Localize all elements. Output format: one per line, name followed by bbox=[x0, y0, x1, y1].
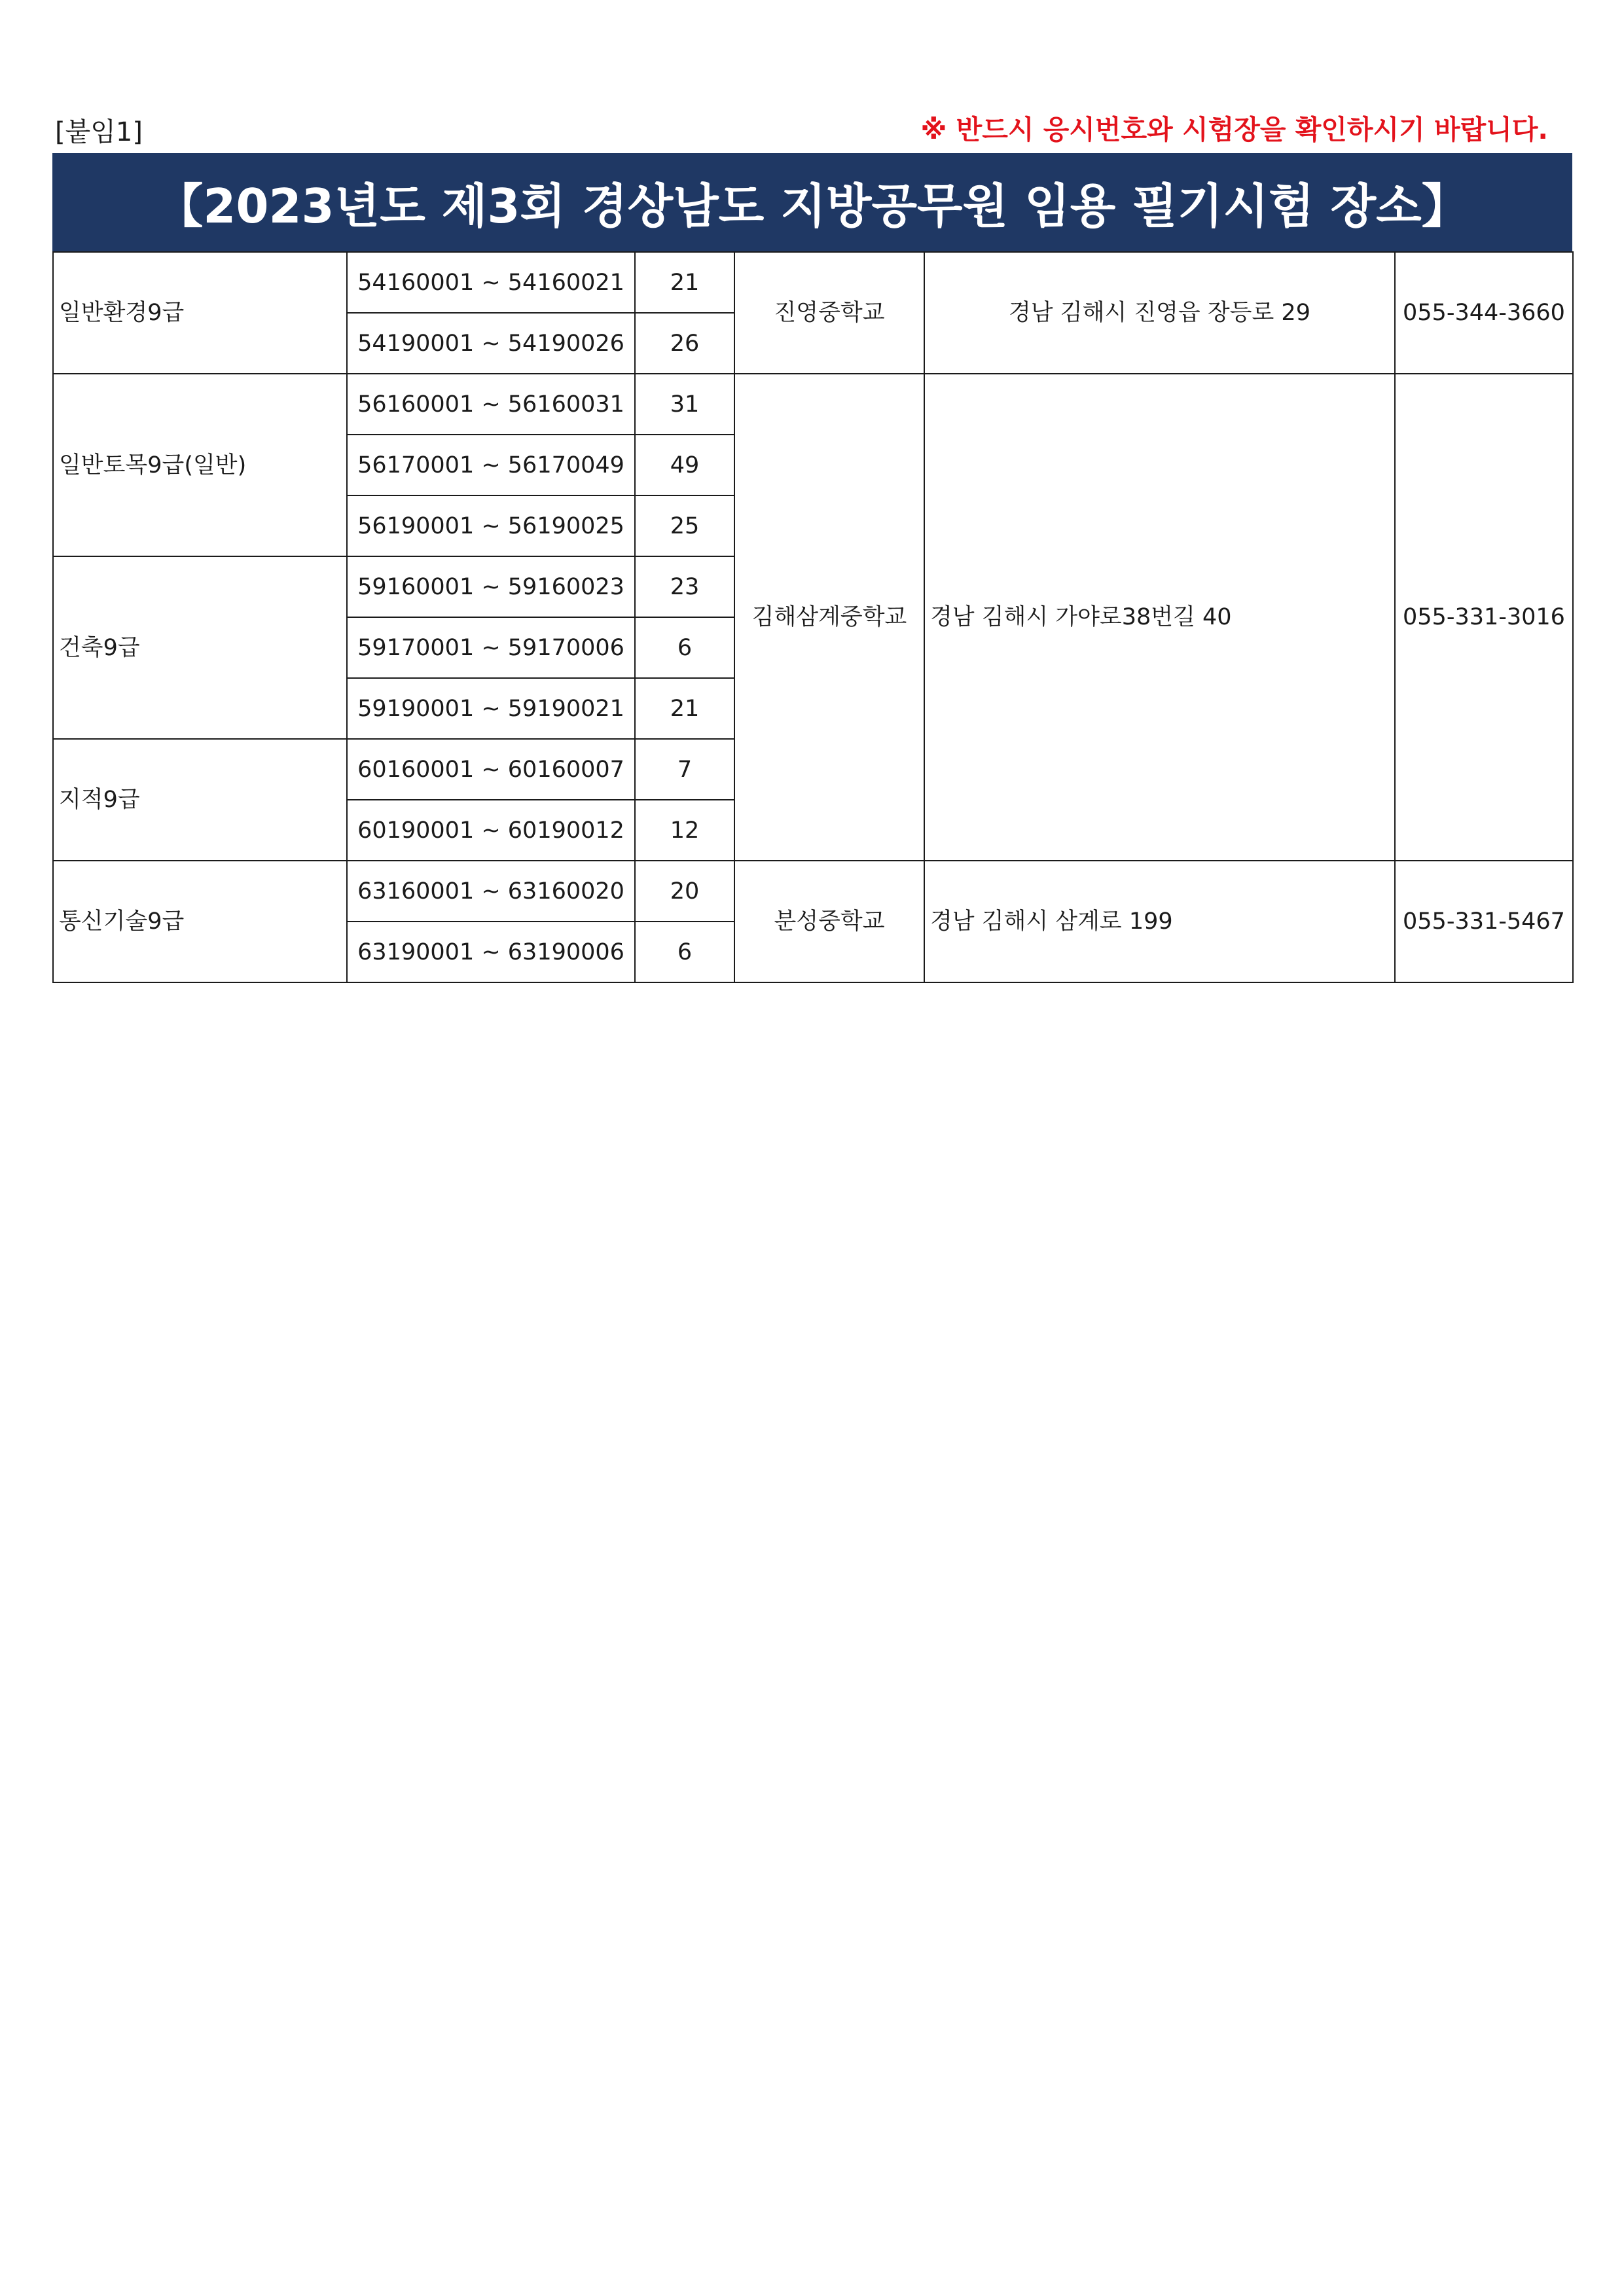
exam-number-range: 59170001 ~ 59170006 bbox=[347, 617, 635, 678]
attachment-label: [붙임1] bbox=[55, 117, 143, 147]
school-address: 경남 김해시 진영읍 장등로 29 bbox=[924, 252, 1395, 374]
applicant-count: 31 bbox=[635, 374, 734, 435]
applicant-count: 6 bbox=[635, 617, 734, 678]
category-cell: 일반토목9급(일반) bbox=[53, 374, 347, 556]
exam-number-range: 54190001 ~ 54190026 bbox=[347, 313, 635, 374]
exam-number-range: 60160001 ~ 60160007 bbox=[347, 739, 635, 800]
exam-number-range: 59160001 ~ 59160023 bbox=[347, 556, 635, 617]
applicant-count: 7 bbox=[635, 739, 734, 800]
school-address: 경남 김해시 가야로38번길 40 bbox=[924, 374, 1395, 861]
exam-number-range: 56170001 ~ 56170049 bbox=[347, 435, 635, 495]
exam-number-range: 59190001 ~ 59190021 bbox=[347, 678, 635, 739]
table-row bbox=[53, 374, 1573, 435]
applicant-count: 12 bbox=[635, 800, 734, 861]
venue-table bbox=[52, 251, 1574, 983]
exam-number-range: 56160001 ~ 56160031 bbox=[347, 374, 635, 435]
exam-number-range: 63160001 ~ 63160020 bbox=[347, 861, 635, 922]
exam-number-range: 63190001 ~ 63190006 bbox=[347, 922, 635, 982]
category-cell: 통신기술9급 bbox=[53, 861, 347, 982]
table-row bbox=[53, 861, 1573, 922]
school-address: 경남 김해시 삼계로 199 bbox=[924, 861, 1395, 982]
category-cell: 건축9급 bbox=[53, 556, 347, 739]
exam-number-range: 54160001 ~ 54160021 bbox=[347, 252, 635, 313]
category-cell: 일반환경9급 bbox=[53, 252, 347, 374]
table-row bbox=[53, 252, 1573, 313]
school-phone: 055-331-5467 bbox=[1395, 861, 1573, 982]
school-name: 김해삼계중학교 bbox=[734, 374, 924, 861]
notice-text: ※ 반드시 응시번호와 시험장을 확인하시기 바랍니다. bbox=[920, 114, 1548, 145]
applicant-count: 21 bbox=[635, 678, 734, 739]
exam-number-range: 56190001 ~ 56190025 bbox=[347, 495, 635, 556]
page-title: 【2023년도 제3회 경상남도 지방공무원 임용 필기시험 장소】 bbox=[52, 153, 1572, 251]
applicant-count: 26 bbox=[635, 313, 734, 374]
school-phone: 055-331-3016 bbox=[1395, 374, 1573, 861]
applicant-count: 21 bbox=[635, 252, 734, 313]
school-name: 분성중학교 bbox=[734, 861, 924, 982]
applicant-count: 20 bbox=[635, 861, 734, 922]
category-cell: 지적9급 bbox=[53, 739, 347, 861]
applicant-count: 6 bbox=[635, 922, 734, 982]
exam-number-range: 60190001 ~ 60190012 bbox=[347, 800, 635, 861]
school-phone: 055-344-3660 bbox=[1395, 252, 1573, 374]
applicant-count: 49 bbox=[635, 435, 734, 495]
school-name: 진영중학교 bbox=[734, 252, 924, 374]
applicant-count: 23 bbox=[635, 556, 734, 617]
applicant-count: 25 bbox=[635, 495, 734, 556]
